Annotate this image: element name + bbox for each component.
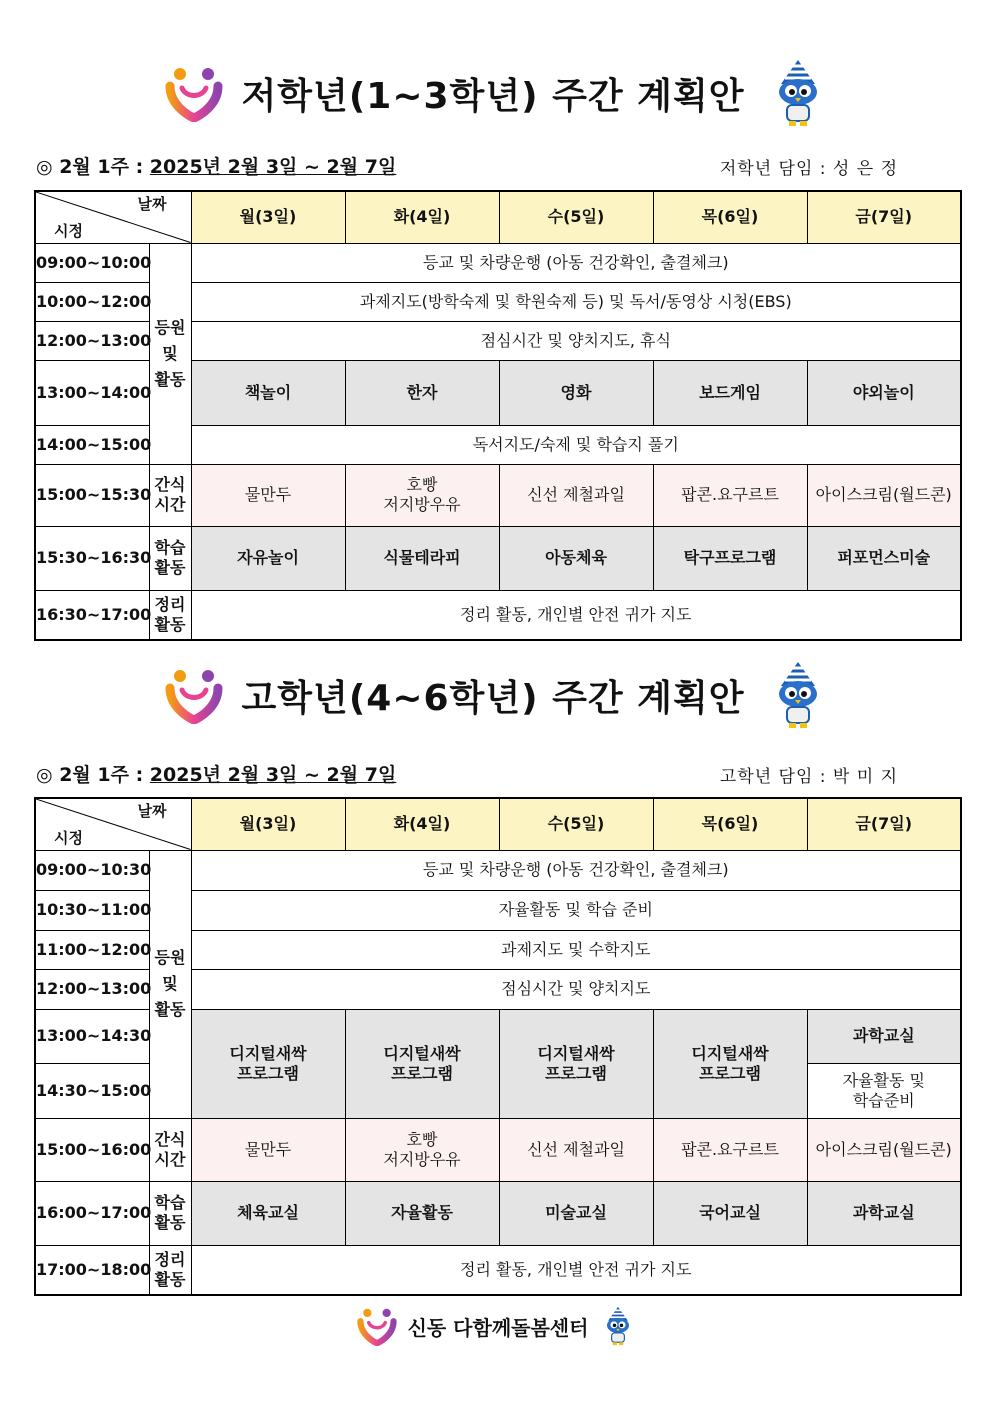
date-header: 날짜 — [137, 195, 167, 213]
upper-title-bar — [0, 660, 992, 730]
self-study-cell: 자율활동 및 학습준비 — [807, 1063, 961, 1118]
snack-cell: 물만두 — [191, 464, 345, 526]
day-header: 목(6일) — [653, 191, 807, 243]
time-cell: 16:00~17:00 — [35, 1181, 149, 1245]
owl-mascot-icon — [767, 58, 829, 128]
activity-cell: 점심시간 및 양치지도 — [191, 969, 961, 1009]
snack-cell: 팝콘.요구르트 — [653, 464, 807, 526]
day-header: 수(5일) — [499, 191, 653, 243]
activity-cell: 과제지도(방학숙제 및 학원숙제 등) 및 독서/동영상 시청(EBS) — [191, 282, 961, 321]
science-class-cell: 과학교실 — [807, 1009, 961, 1063]
activity-cell: 등교 및 차량운행 (아동 건강확인, 출결체크) — [191, 243, 961, 282]
day-header: 목(6일) — [653, 798, 807, 850]
study-cell: 자유놀이 — [191, 526, 345, 590]
time-cell: 15:00~16:00 — [35, 1118, 149, 1181]
upper-schedule-table — [34, 797, 962, 1296]
day-header: 금(7일) — [807, 798, 961, 850]
activity-cell: 독서지도/숙제 및 학습지 풀기 — [191, 425, 961, 464]
day-header: 금(7일) — [807, 191, 961, 243]
snack-cell: 호빵 저지방우유 — [345, 1118, 499, 1181]
week-label: ◎ 2월 1주 : 2025년 2월 3일 ~ 2월 7일 — [36, 764, 397, 786]
study-cell: 자율활동 — [345, 1181, 499, 1245]
time-cell: 14:00~15:00 — [35, 425, 149, 464]
time-cell: 15:30~16:30 — [35, 526, 149, 590]
upper-title: 고학년(4~6학년) 주간 계획안 — [241, 677, 745, 719]
owl-mascot-icon — [600, 1304, 636, 1348]
study-cell: 미술교실 — [499, 1181, 653, 1245]
activity-cell: 책놀이 — [191, 360, 345, 425]
teacher-label: 고학년 담임 : 박 미 지 — [719, 767, 898, 787]
category-arrival: 등원 및 활동 — [149, 243, 191, 464]
day-header: 수(5일) — [499, 798, 653, 850]
study-cell: 식물테라피 — [345, 526, 499, 590]
time-cell: 12:00~13:00 — [35, 321, 149, 360]
day-header: 월(3일) — [191, 191, 345, 243]
time-cell: 13:00~14:00 — [35, 360, 149, 425]
day-header: 월(3일) — [191, 798, 345, 850]
time-cell: 13:00~14:30 — [35, 1009, 149, 1063]
day-header: 화(4일) — [345, 191, 499, 243]
snack-cell: 아이스크림(월드콘) — [807, 1118, 961, 1181]
table-corner-header — [35, 191, 191, 243]
category-snack: 간식 시간 — [149, 1118, 191, 1181]
time-cell: 09:00~10:00 — [35, 243, 149, 282]
activity-cell: 보드게임 — [653, 360, 807, 425]
digital-program-cell: 디지털새싹 프로그램 — [191, 1009, 345, 1118]
time-header: 시정 — [54, 828, 83, 847]
center-logo-icon — [164, 666, 224, 724]
time-cell: 10:30~11:00 — [35, 890, 149, 930]
lower-title-bar — [0, 58, 992, 128]
teacher-label: 저학년 담임 : 성 은 정 — [719, 159, 898, 179]
time-cell: 14:30~15:00 — [35, 1063, 149, 1118]
activity-cell: 정리 활동, 개인별 안전 귀가 지도 — [191, 1245, 961, 1295]
activity-cell: 정리 활동, 개인별 안전 귀가 지도 — [191, 590, 961, 640]
snack-cell: 팝콘.요구르트 — [653, 1118, 807, 1181]
lower-week-info — [36, 152, 898, 182]
date-header: 날짜 — [137, 802, 167, 820]
snack-cell: 신선 제철과일 — [499, 1118, 653, 1181]
digital-program-cell: 디지털새싹 프로그램 — [653, 1009, 807, 1118]
time-cell: 17:00~18:00 — [35, 1245, 149, 1295]
category-wrapup: 정리 활동 — [149, 590, 191, 640]
time-cell: 12:00~13:00 — [35, 969, 149, 1009]
study-cell: 과학교실 — [807, 1181, 961, 1245]
activity-cell: 한자 — [345, 360, 499, 425]
center-name: 신동 다함께돌봄센터 — [407, 1315, 589, 1340]
lower-title: 저학년(1~3학년) 주간 계획안 — [241, 75, 745, 117]
category-snack: 간식 시간 — [149, 464, 191, 526]
activity-cell: 야외놀이 — [807, 360, 961, 425]
category-study: 학습 활동 — [149, 526, 191, 590]
footer — [0, 1298, 992, 1354]
snack-cell: 호빵 저지방우유 — [345, 464, 499, 526]
category-arrival: 등원 및 활동 — [149, 850, 191, 1118]
study-cell: 아동체육 — [499, 526, 653, 590]
activity-cell: 자율활동 및 학습 준비 — [191, 890, 961, 930]
study-cell: 국어교실 — [653, 1181, 807, 1245]
study-cell: 퍼포먼스미술 — [807, 526, 961, 590]
activity-cell: 과제지도 및 수학지도 — [191, 930, 961, 969]
digital-program-cell: 디지털새싹 프로그램 — [499, 1009, 653, 1118]
time-cell: 09:00~10:30 — [35, 850, 149, 890]
day-header: 화(4일) — [345, 798, 499, 850]
snack-cell: 아이스크림(월드콘) — [807, 464, 961, 526]
time-header: 시정 — [54, 221, 83, 240]
week-label: ◎ 2월 1주 : 2025년 2월 3일 ~ 2월 7일 — [36, 156, 397, 178]
owl-mascot-icon — [767, 660, 829, 730]
digital-program-cell: 디지털새싹 프로그램 — [345, 1009, 499, 1118]
center-logo-icon — [356, 1306, 398, 1346]
time-cell: 16:30~17:00 — [35, 590, 149, 640]
upper-week-info — [36, 760, 898, 790]
time-cell: 11:00~12:00 — [35, 930, 149, 969]
category-wrapup: 정리 활동 — [149, 1245, 191, 1295]
study-cell: 탁구프로그램 — [653, 526, 807, 590]
time-cell: 10:00~12:00 — [35, 282, 149, 321]
lower-schedule-table — [34, 190, 962, 641]
snack-cell: 물만두 — [191, 1118, 345, 1181]
study-cell: 체육교실 — [191, 1181, 345, 1245]
snack-cell: 신선 제철과일 — [499, 464, 653, 526]
center-logo-icon — [164, 64, 224, 122]
table-corner-header — [35, 798, 191, 850]
activity-cell: 영화 — [499, 360, 653, 425]
category-study: 학습 활동 — [149, 1181, 191, 1245]
activity-cell: 점심시간 및 양치지도, 휴식 — [191, 321, 961, 360]
activity-cell: 등교 및 차량운행 (아동 건강확인, 출결체크) — [191, 850, 961, 890]
time-cell: 15:00~15:30 — [35, 464, 149, 526]
